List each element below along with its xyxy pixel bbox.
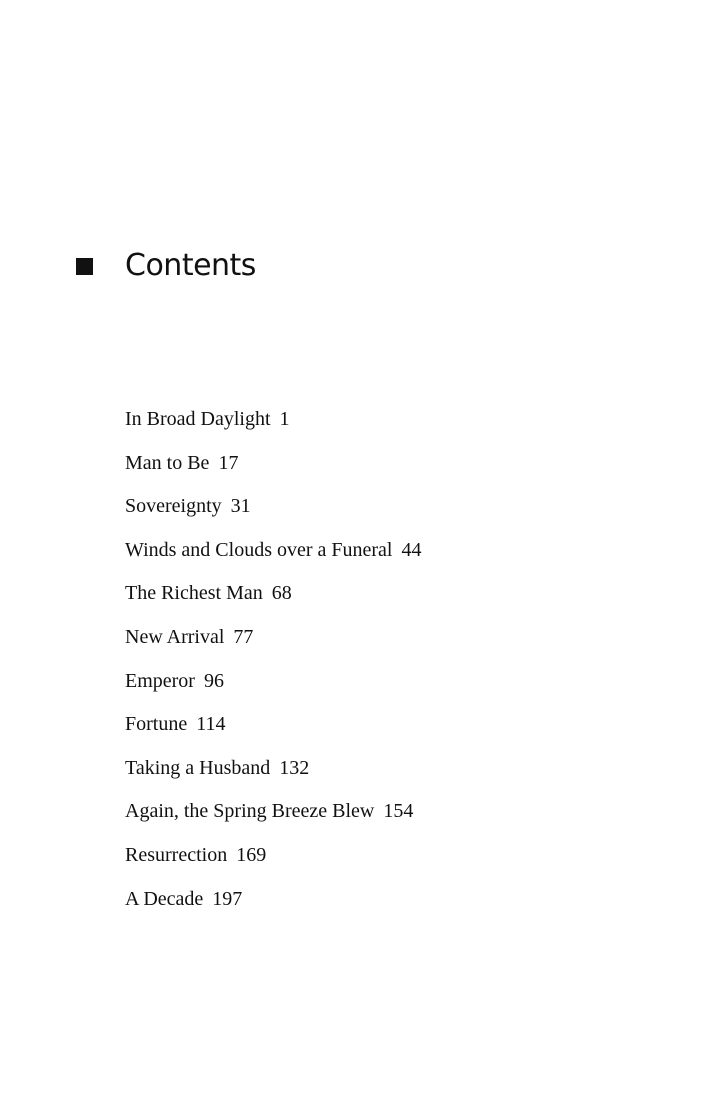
toc-entry-title: Resurrection: [125, 843, 228, 866]
toc-entry-title: Emperor: [125, 669, 195, 692]
toc-entry[interactable]: [125, 660, 421, 704]
toc-entry-page: 77: [233, 625, 254, 648]
toc-entry[interactable]: [125, 834, 421, 878]
page-title: Contents: [125, 248, 256, 283]
toc-entry-title: Taking a Husband: [125, 756, 271, 779]
toc-entry-page: 1: [279, 408, 290, 430]
toc-entry-title: New Arrival: [125, 625, 225, 648]
toc-entry[interactable]: [125, 878, 421, 922]
toc-entry-page: 169: [236, 843, 267, 866]
toc-entry-page: 44: [401, 538, 422, 561]
toc-entry-title: Man to Be: [125, 451, 210, 474]
toc-entry-page: 31: [230, 495, 251, 518]
toc-entry-page: 132: [279, 756, 310, 779]
toc-entry[interactable]: [125, 485, 421, 529]
toc-entry-page: 114: [196, 713, 226, 736]
toc-entry-title: Again, the Spring Breeze Blew: [125, 800, 375, 823]
contents-heading: [76, 244, 256, 288]
toc-entry-page: 17: [218, 451, 239, 474]
toc-entry-title: The Richest Man: [125, 582, 263, 605]
toc-entry-title: Sovereignty: [125, 495, 222, 518]
square-bullet-icon: [76, 258, 93, 275]
toc-entry-page: 68: [271, 582, 292, 605]
toc-entry[interactable]: [125, 572, 421, 616]
toc-entry-page: 154: [383, 800, 414, 823]
toc-entry[interactable]: [125, 790, 421, 834]
toc-entry-title: A Decade: [125, 887, 204, 910]
toc-entry[interactable]: [125, 529, 421, 573]
toc-entry-title: In Broad Daylight: [125, 408, 271, 430]
toc-entry-page: 96: [203, 669, 224, 692]
toc-entry[interactable]: [125, 703, 421, 747]
toc-entry[interactable]: [125, 747, 421, 791]
toc-entry[interactable]: [125, 442, 421, 486]
toc-entry[interactable]: [125, 398, 421, 442]
toc-entry-page: 197: [212, 887, 243, 910]
toc-entry-title: Winds and Clouds over a Funeral: [125, 538, 393, 561]
table-of-contents: [125, 398, 421, 921]
toc-entry[interactable]: [125, 616, 421, 660]
toc-entry-title: Fortune: [125, 713, 188, 736]
